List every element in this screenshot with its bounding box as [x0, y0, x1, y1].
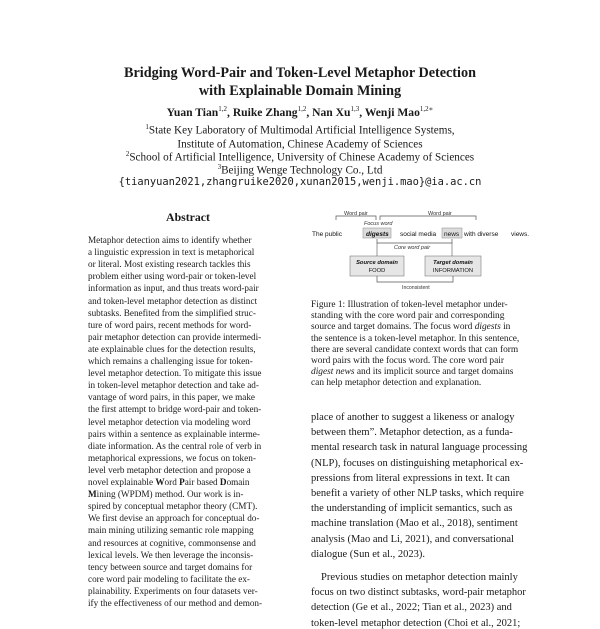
abstract-line: pairs within a sentence as explainable interme-	[88, 428, 260, 439]
abstract-line	[88, 477, 288, 487]
abstract-line: in token-level metaphor detection and take ad-	[88, 380, 259, 391]
author-affil-mark: 1,2	[297, 105, 307, 113]
text-run: source and target domains. The focus word	[311, 322, 475, 333]
paper-title	[0, 64, 600, 100]
affil-mark: 1	[145, 123, 149, 131]
body-line: the understanding of implicit semantics, such as	[311, 503, 513, 515]
caption-line: the sentence is a token-level metaphor. In this sentence,	[311, 333, 520, 344]
author-affil-mark: 1,3	[350, 105, 360, 113]
abstract-line: lexical levels. We then leverage the inconsis-	[88, 549, 254, 560]
abstract-heading: Abstract	[166, 210, 210, 224]
abstract-line: ture of word pairs, recent methods for word-	[88, 319, 252, 330]
sentence-word: with diverse	[464, 231, 499, 238]
bold-initial: W	[155, 477, 165, 487]
abstract-line: problem either using word-pair or token-level	[88, 271, 257, 282]
text-run: ord	[164, 477, 180, 487]
abstract-line: the first attempt to bridge word-pair and token-	[88, 404, 262, 415]
author-affil-mark: 1,2	[218, 105, 228, 113]
body-line: dialogue (Sun et al., 2023).	[311, 548, 426, 560]
sentence-word: views.	[511, 231, 530, 238]
source-domain-value: FOOD	[368, 268, 386, 274]
italic-term: digest news	[311, 367, 355, 378]
core-word-pair-label: Core word pair	[394, 245, 431, 251]
abstract-line: and token-level metaphor detection as distinct	[88, 295, 258, 306]
affil-text: School of Artificial Intelligence, University of Chinese Academy of Sciences	[129, 151, 475, 164]
affil-text: State Key Laboratory of Multimodal Artificial Intelligence Systems,	[148, 124, 455, 137]
author-separator: ,	[227, 105, 233, 119]
core-word-pair-bracket	[377, 239, 452, 243]
text-run: in	[500, 322, 511, 333]
bold-initial: D	[219, 477, 227, 487]
author-separator: ,	[306, 105, 313, 119]
source-domain-title: Source domain	[356, 260, 398, 266]
sentence-context-word: news	[444, 231, 460, 238]
body-line: between them”. Metaphor detection, as a funda-	[311, 427, 513, 439]
text-run: and its implicit source and target domains	[354, 367, 514, 378]
title-line-2: with Explainable Domain Mining	[198, 83, 402, 99]
caption-line	[311, 322, 537, 332]
text-run: omain	[226, 477, 250, 487]
body-line: (NLP), focuses on distinguishing metaphorical ex-	[311, 457, 524, 469]
caption-line: can help metaphor detection and explanation.	[311, 378, 482, 389]
caption-line: Figure 1: Illustration of token-level metaphor under-	[311, 300, 508, 310]
title-line-1: Bridging Word-Pair and Token-Level Metaphor Detection	[124, 65, 476, 81]
author-name: Wenji Mao	[364, 105, 420, 119]
affil-mark: 2	[125, 150, 130, 158]
abstract-line: We first devise an approach for conceptual do-	[88, 513, 260, 524]
affil-text: Institute of Automation, Chinese Academy of Sciences	[177, 138, 423, 151]
author-name: Nan Xu	[312, 105, 351, 119]
abstract-line: diate information. As the central role of verb in	[88, 440, 262, 451]
author-emails[interactable]: {tianyuan2021,zhangruike2020,xunan2015,wenji.mao}@ia.ac.cn	[118, 176, 482, 188]
sentence-focus-word: digests	[366, 231, 389, 238]
abstract-line: pair metaphor detection can provide intermedi-	[88, 331, 262, 342]
body-line: analysis (Mao and Li, 2021), and conversational	[311, 533, 514, 545]
word-pair-left-label: Word pair	[344, 211, 368, 217]
abstract-line: level verb metaphor detection and propose a	[88, 464, 251, 475]
body-line: pressions from literal expressions in text. It can	[311, 472, 510, 484]
target-domain-value: INFORMATION	[432, 268, 474, 274]
figure-1-diagram	[300, 206, 550, 292]
caption-line	[311, 367, 537, 377]
body-line: Previous studies on metaphor detection mainly	[321, 572, 518, 583]
body-line: place of another to suggest a likeness or analogy	[311, 412, 515, 423]
abstract-line: metaphorical expressions, we focus on token-	[88, 452, 256, 463]
abstract-line: core word pair modeling to facilitate the ex-	[88, 573, 250, 584]
author-separator: ,	[359, 105, 365, 119]
abstract-line: tency between source and target domains for	[88, 561, 253, 572]
abstract-line: Metaphor detection aims to identify whether	[88, 235, 252, 245]
body-line: mental research task in natural language processing	[311, 442, 528, 454]
inconsistent-label: Inconsistent	[402, 285, 430, 291]
text-run: novel explainable	[88, 477, 156, 487]
caption-line: standing with the core word pair and corresponding	[311, 311, 505, 322]
body-line: benefit a variety of other NLP tasks, which require	[311, 488, 524, 499]
author-name: Ruike Zhang	[232, 105, 298, 119]
abstract-line: spired by conceptual metaphor theory (CMT).	[88, 501, 258, 512]
abstract-line: which remains a challenging issue for token-	[88, 356, 253, 366]
abstract-line: information as input, and thus treats word-pair	[88, 283, 259, 294]
inconsistent-bracket	[377, 276, 453, 282]
caption-line: there are several candidate context words that can form	[311, 344, 519, 355]
abstract-line: main mining utilizing semantic role mapping	[88, 525, 254, 536]
author-name: Yuan Tian	[166, 105, 219, 119]
affil-text: Beijing Wenge Technology Co., Ltd	[221, 164, 383, 177]
abstract-line: and resources at cognitive, commonsense and	[88, 537, 256, 548]
italic-term: digests	[474, 322, 501, 333]
affiliation-1-cont	[0, 137, 600, 151]
abstract-line: ate explainable clues for the detection results,	[88, 343, 256, 354]
text-run: ining (WPDM) method. Our work is in-	[96, 489, 244, 500]
body-line: detection (Ge et al., 2022; Tian et al., 2023) and	[311, 602, 512, 614]
word-pair-right-label: Word pair	[428, 211, 452, 217]
abstract-line: vantage of word pairs, in this paper, we make	[88, 392, 255, 403]
sentence-word: The public	[312, 231, 342, 238]
focus-word-label: Focus word	[364, 221, 393, 227]
text-run: air based	[184, 477, 220, 487]
body-line: machine translation (Mao et al., 2018), sentiment	[311, 518, 518, 530]
abstract-line: a linguistic expression in text is metaphorical	[88, 247, 255, 258]
target-domain-title: Target domain	[433, 260, 473, 266]
body-line: focus on two distinct subtasks, word-pair metaphor	[311, 587, 526, 599]
abstract-line: plainability. Experiments on four datasets ver-	[88, 585, 258, 596]
abstract-line: ify the effectiveness of our method and demon-	[88, 598, 263, 608]
sentence-word: social media	[400, 231, 437, 238]
affiliation-2	[0, 150, 600, 164]
abstract-line	[88, 489, 288, 499]
bold-initial: P	[179, 477, 185, 487]
affiliation-3	[0, 163, 600, 177]
abstract-line: level metaphor detection via modeling word	[88, 416, 251, 427]
author-list	[0, 105, 600, 119]
caption-line: word pairs with the focus word. The core word pair	[311, 356, 505, 366]
abstract-line: or literal. Most existing research tackles this	[88, 259, 251, 270]
abstract-line: subtasks. Benefited from the simplified struc-	[88, 307, 256, 318]
body-line: token-level metaphor detection (Choi et al., 2021;	[311, 617, 521, 629]
affil-mark: 3	[217, 163, 222, 171]
affiliation-1	[0, 123, 600, 137]
bold-initial: M	[88, 489, 97, 500]
author-affil-mark: 1,2∗	[419, 105, 434, 113]
abstract-line: level metaphor detection. To mitigate this issue	[88, 368, 262, 379]
